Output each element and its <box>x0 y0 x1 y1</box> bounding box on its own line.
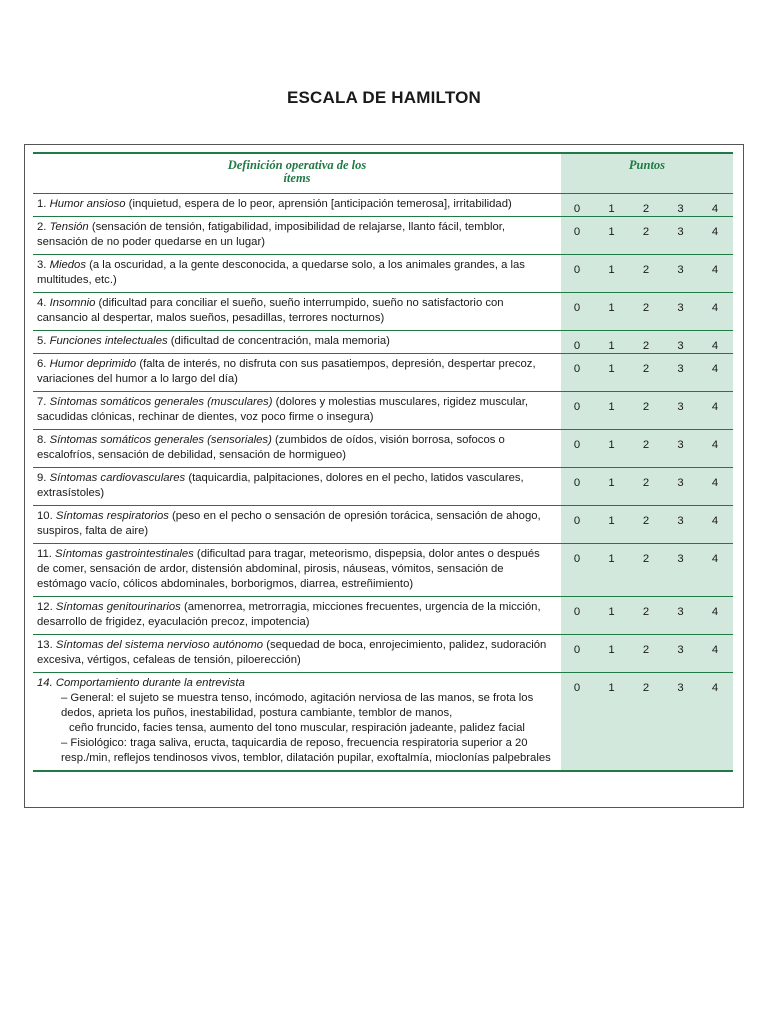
table-row <box>33 392 733 430</box>
item14-title: 14. Comportamiento durante la entrevista <box>37 677 245 689</box>
item-scores <box>561 293 733 331</box>
score-4[interactable]: 4 <box>711 363 719 375</box>
score-1[interactable]: 1 <box>608 226 615 238</box>
score-2[interactable]: 2 <box>642 682 650 694</box>
item-definition: 5. Funciones intelectuales (dificultad de concentración, mala memoria) <box>33 331 561 354</box>
score-1[interactable]: 1 <box>608 340 615 352</box>
score-4[interactable]: 4 <box>711 477 719 489</box>
item-definition <box>33 673 561 772</box>
score-1[interactable]: 1 <box>608 363 615 375</box>
item-definition: 3. Miedos (a la oscuridad, a la gente desconocida, a quedarse solo, a los animales grandes, a las multitudes, etc.) <box>33 255 561 293</box>
score-1[interactable]: 1 <box>608 553 615 565</box>
item-scores <box>561 430 733 468</box>
score-1[interactable]: 1 <box>608 439 615 451</box>
item-scores <box>561 331 733 354</box>
score-3[interactable]: 3 <box>677 515 684 527</box>
score-1[interactable]: 1 <box>608 477 615 489</box>
score-3[interactable]: 3 <box>677 226 684 238</box>
score-2[interactable]: 2 <box>642 553 650 565</box>
item-definition: 2. Tensión (sensación de tensión, fatigabilidad, imposibilidad de relajarse, llanto fácil, temblor, sensación de no poder quedarse en un lugar) <box>33 217 561 255</box>
score-3[interactable]: 3 <box>677 264 684 276</box>
score-3[interactable]: 3 <box>677 340 684 352</box>
item14-general: – General: el sujeto se muestra tenso, incómodo, agitación nerviosa de las manos, se frota los dedos, aprieta los puños, inestabilidad, postura cambiante, temblor de manos, <box>61 692 534 719</box>
item-definition: 6. Humor deprimido (falta de interés, no disfruta con sus pasatiempos, depresión, despertar precoz, variaciones del humor a lo largo del día) <box>33 354 561 392</box>
score-0[interactable]: 0 <box>573 644 581 656</box>
page-title: ESCALA DE HAMILTON <box>286 88 482 107</box>
item-scores <box>561 597 733 635</box>
score-0[interactable]: 0 <box>573 606 581 618</box>
score-4[interactable]: 4 <box>711 226 719 238</box>
score-4[interactable]: 4 <box>711 682 719 694</box>
score-0[interactable]: 0 <box>573 477 581 489</box>
score-1[interactable]: 1 <box>608 264 615 276</box>
table-row <box>33 673 733 772</box>
table-row <box>33 430 733 468</box>
item-definition: 10. Síntomas respiratorios (peso en el pecho o sensación de opresión torácica, sensación de ahogo, suspiros, falta de aire) <box>33 506 561 544</box>
score-1[interactable]: 1 <box>608 606 615 618</box>
item-scores <box>561 354 733 392</box>
score-2[interactable]: 2 <box>642 644 650 656</box>
item-definition: 8. Síntomas somáticos generales (sensoriales) (zumbidos de oídos, visión borrosa, sofocos o escalofríos, sensación de debilidad, sensación de hormigueo) <box>33 430 561 468</box>
points-header: Puntos <box>561 153 733 194</box>
score-1[interactable]: 1 <box>608 302 615 314</box>
score-4[interactable]: 4 <box>711 340 719 352</box>
score-0[interactable]: 0 <box>573 203 581 215</box>
hamilton-scale-table <box>33 152 733 772</box>
table-row <box>33 544 733 597</box>
item-definition: 9. Síntomas cardiovasculares (taquicardia, palpitaciones, dolores en el pecho, latidos vasculares, extrasístoles) <box>33 468 561 506</box>
item-definition: 12. Síntomas genitourinarios (amenorrea, metrorragia, micciones frecuentes, urgencia de la micción, desarrollo de frigidez, eyaculación precoz, impotencia) <box>33 597 561 635</box>
score-4[interactable]: 4 <box>711 439 719 451</box>
score-3[interactable]: 3 <box>677 439 684 451</box>
table-row <box>33 354 733 392</box>
score-2[interactable]: 2 <box>642 606 650 618</box>
score-3[interactable]: 3 <box>677 477 684 489</box>
score-1[interactable]: 1 <box>608 203 615 215</box>
score-1[interactable]: 1 <box>608 401 615 413</box>
item-scores <box>561 635 733 673</box>
score-2[interactable]: 2 <box>642 439 650 451</box>
score-1[interactable]: 1 <box>608 515 615 527</box>
score-1[interactable]: 1 <box>608 644 615 656</box>
item-definition: 1. Humor ansioso (inquietud, espera de lo peor, aprensión [anticipación temerosa], irritabilidad) <box>33 194 561 217</box>
score-4[interactable]: 4 <box>711 553 719 565</box>
score-2[interactable]: 2 <box>642 477 650 489</box>
item-definition: 13. Síntomas del sistema nervioso autónomo (sequedad de boca, enrojecimiento, palidez, sudoración excesiva, vértigos, cefaleas de tensión, piloerección) <box>33 635 561 673</box>
score-3[interactable]: 3 <box>677 363 684 375</box>
item-scores <box>561 392 733 430</box>
item-definition: 11. Síntomas gastrointestinales (dificultad para tragar, meteorismo, dispepsia, dolor antes o después de comer, sensación de ardor, distensión abdominal, pirosis, náuseas, vómitos, sensación de estómago vacío, cólicos abdominales, borborigmos, diarrea, estreñimiento) <box>33 544 561 597</box>
score-3[interactable]: 3 <box>677 682 684 694</box>
score-3[interactable]: 3 <box>677 553 684 565</box>
table-row <box>33 217 733 255</box>
table-row <box>33 293 733 331</box>
item-scores <box>561 217 733 255</box>
score-3[interactable]: 3 <box>677 203 684 215</box>
table-row <box>33 468 733 506</box>
score-4[interactable]: 4 <box>711 644 719 656</box>
score-2[interactable]: 2 <box>642 302 650 314</box>
score-2[interactable]: 2 <box>642 264 650 276</box>
table-row <box>33 194 733 217</box>
table-row <box>33 597 733 635</box>
item-scores <box>561 544 733 597</box>
item-scores <box>561 194 733 217</box>
score-0[interactable]: 0 <box>573 340 581 352</box>
score-4[interactable]: 4 <box>711 203 719 215</box>
score-3[interactable]: 3 <box>677 302 684 314</box>
definition-header: Definición operativa de los ítems <box>227 158 367 185</box>
item-scores <box>561 255 733 293</box>
score-3[interactable]: 3 <box>677 606 684 618</box>
item-definition: 7. Síntomas somáticos generales (musculares) (dolores y molestias musculares, rigidez muscular, sacudidas clónicas, rechinar de dientes, voz poco firme o insegura) <box>33 392 561 430</box>
table-row <box>33 506 733 544</box>
score-4[interactable]: 4 <box>711 264 719 276</box>
item14-physiological: – Fisiológico: traga saliva, eructa, taquicardia de reposo, frecuencia respiratoria superior a 20 resp./min, reflejos tendinosos vivos, temblor, dilatación pupilar, exoftalmía, mioclonías palpebrales <box>61 737 551 764</box>
score-2[interactable]: 2 <box>642 226 650 238</box>
score-4[interactable]: 4 <box>711 606 719 618</box>
item-definition: 4. Insomnio (dificultad para conciliar el sueño, sueño interrumpido, sueño no satisfactorio con cansancio al despertar, malos sueños, pesadillas, terrores nocturnos) <box>33 293 561 331</box>
score-1[interactable]: 1 <box>608 682 615 694</box>
score-2[interactable]: 2 <box>642 515 650 527</box>
table-row <box>33 635 733 673</box>
score-0[interactable]: 0 <box>573 363 581 375</box>
table-row <box>33 255 733 293</box>
score-4[interactable]: 4 <box>711 401 719 413</box>
score-0[interactable]: 0 <box>573 553 581 565</box>
score-3[interactable]: 3 <box>677 401 684 413</box>
item-scores <box>561 673 733 772</box>
score-0[interactable]: 0 <box>573 682 581 694</box>
score-0[interactable]: 0 <box>573 264 581 276</box>
score-2[interactable]: 2 <box>642 401 650 413</box>
score-3[interactable]: 3 <box>677 644 684 656</box>
score-0[interactable]: 0 <box>573 439 581 451</box>
score-2[interactable]: 2 <box>642 340 650 352</box>
score-4[interactable]: 4 <box>711 302 719 314</box>
item-scores <box>561 506 733 544</box>
score-0[interactable]: 0 <box>573 302 581 314</box>
score-0[interactable]: 0 <box>573 515 581 527</box>
score-0[interactable]: 0 <box>573 226 581 238</box>
score-2[interactable]: 2 <box>642 203 650 215</box>
table-row <box>33 331 733 354</box>
item-scores <box>561 468 733 506</box>
score-0[interactable]: 0 <box>573 401 581 413</box>
item14-general-2: ceño fruncido, facies tensa, aumento del tono muscular, respiración jadeante, palidez facial <box>69 722 525 734</box>
score-2[interactable]: 2 <box>642 363 650 375</box>
score-4[interactable]: 4 <box>711 515 719 527</box>
